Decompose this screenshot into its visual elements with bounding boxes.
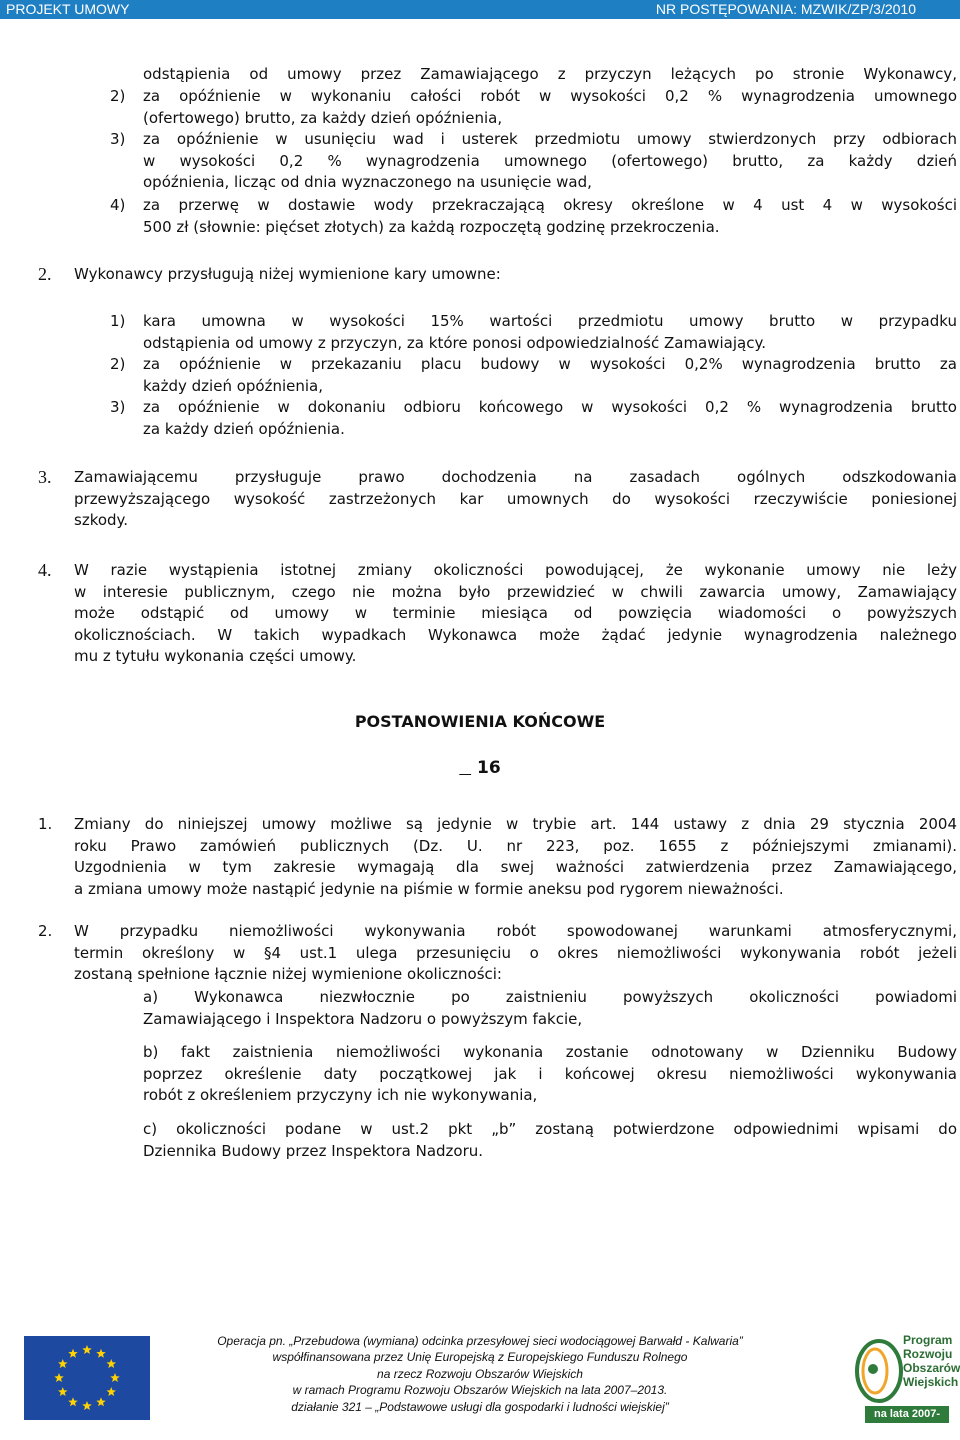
eu-flag-icon <box>24 1336 150 1420</box>
list-item <box>143 195 957 238</box>
item-number: 2) <box>110 87 126 105</box>
list-item <box>143 311 957 354</box>
list-item <box>143 354 957 397</box>
sub-item-b <box>143 1042 957 1107</box>
section-heading: POSTANOWIENIA KOŃCOWE <box>354 712 606 731</box>
section-text <box>74 264 954 286</box>
text-line: Zmiany do niniejszej umowy możliwe są jedynie w trybie art. 144 ustawy z dnia 29 stycznia 2004 <box>74 815 957 833</box>
text-line: za każdy dzień opóźnienia. <box>143 419 345 438</box>
footer-funding-note <box>175 1333 785 1415</box>
item-number: 2) <box>110 355 126 373</box>
text-line: 500 zł (słownie: pięćset złotych) za każdą rozpoczętą godzinę przekroczenia. <box>143 217 720 236</box>
section-number: 4. <box>38 560 52 580</box>
logo-word: Rozwoju <box>903 1347 953 1361</box>
section-number: 3. <box>38 467 52 487</box>
text-line: odstąpienia od umowy z przyczyn, za które ponosi odpowiedzialność Zamawiający. <box>143 333 766 352</box>
text-line: za opóźnienie w przekazaniu placu budowy w wysokości 0,2% wynagrodzenia brutto za <box>143 355 957 373</box>
footer-line: na rzecz Rozwoju Obszarów Wiejskich <box>377 1366 583 1381</box>
section-number: 2. <box>38 264 52 284</box>
text-line: W przypadku niemożliwości wykonywania robót spowodowanej warunkami atmosferycznymi, <box>74 922 957 940</box>
list-item <box>143 129 957 194</box>
text-line: a) Wykonawca niezwłocznie po zaistnieniu powyższych okoliczności powiadomi <box>143 988 957 1006</box>
text-line: poprzez określenie daty początkowej jak i końcowej okresu niemożliwości wykonywania <box>143 1064 957 1083</box>
text-line: W razie wystąpienia istotnej zmiany okoliczności powodującej, że wykonanie umowy nie leży <box>74 561 957 579</box>
text-line: za opóźnienie w dokonaniu odbioru końcowego w wysokości 0,2 % wynagrodzenia brutto <box>143 398 957 416</box>
text-line: robót z określeniem przyczyny ich nie wykonywania, <box>143 1086 538 1104</box>
text-line: roku Prawo zamówień publicznych (Dz. U. nr 223, poz. 1655 z późniejszymi zmianami). <box>74 836 957 855</box>
item-number: 3) <box>110 398 126 416</box>
text-line: kara umowna w wysokości 15% wartości przedmiotu umowy brutto w przypadku <box>143 312 957 330</box>
text-line: za opóźnienie w usunięciu wad i usterek przedmiotu umowy stwierdzonych przy odbiorach <box>143 130 957 148</box>
text-line: mu z tytułu wykonania części umowy. <box>74 647 357 665</box>
text-line: w interesie publicznym, czego nie można było przewidzieć w chwili zawarcia umowy, Zamawiający <box>74 582 957 601</box>
footer-line: działanie 321 – „Podstawowe usługi dla gospodarki i ludności wiejskiej” <box>291 1399 669 1414</box>
text-line: a zmiana umowy może nastąpić jedynie na piśmie w formie aneksu pod rygorem nieważności. <box>74 879 784 898</box>
footer-line: w ramach Programu Rozwoju Obszarów Wiejskich na lata 2007–2013. <box>292 1383 668 1398</box>
header-case-number: NR POSTĘPOWANIA: MZWIK/ZP/3/2010 <box>655 1 916 17</box>
text-line: za opóźnienie w wykonaniu całości robót w wysokości 0,2 % wynagrodzenia umownego <box>143 87 957 105</box>
text-line: zostaną spełnione łącznie niżej wymienione okoliczności: <box>74 965 502 983</box>
section-text <box>74 921 957 986</box>
text-line: okolicznościach. W takich wypadkach Wykonawca może żądać jedynie wynagrodzenia należnego <box>74 625 957 644</box>
text-line: Dziennika Budowy przez Inspektora Nadzoru. <box>143 1141 484 1160</box>
list-item <box>143 64 957 86</box>
text-line: Wykonawcy przysługują niżej wymienione kary umowne: <box>74 265 501 283</box>
text-line: termin określony w §4 ust.1 ulega przesunięciu o okres niemożliwości wykonywania robót jeżeli <box>74 943 957 962</box>
text-line: za przerwę w dostawie wody przekraczającą okresy określone w 4 ust 4 w wysokości <box>143 196 957 214</box>
text-line: Zamawiającemu przysługuje prawo dochodzenia na zasadach ogólnych odszkodowania <box>74 468 957 486</box>
header-project: PROJEKT UMOWY <box>6 1 130 17</box>
text-line: c) okoliczności podane w ust.2 pkt „b” zostaną potwierdzone odpowiednimi wpisami do <box>143 1120 957 1138</box>
list-item <box>143 397 957 440</box>
paragraph-sign <box>459 758 471 778</box>
sub-item-c <box>143 1119 957 1162</box>
section-text <box>74 560 957 668</box>
text-line: (ofertowego) brutto, za każdy dzień opóźnienia, <box>143 108 503 127</box>
text-line: może odstąpić od umowy w terminie miesiąca od powzięcia wiadomości o powyższych <box>74 604 957 622</box>
prow-logo-years: na lata 2007-2013 <box>865 1406 949 1423</box>
section-number: 1. <box>38 815 53 833</box>
footer-line: współfinansowana przez Unię Europejską z Europejskiego Funduszu Rolnego <box>272 1350 688 1365</box>
list-item <box>143 86 957 129</box>
text-line: każdy dzień opóźnienia, <box>143 376 324 395</box>
text-line: Uzgodnienia w tym zakresie wymagają dla swej ważności zatwierdzenia przez Zamawiającego, <box>74 858 957 876</box>
text-line: b) fakt zaistnienia niemożliwości wykonania zostanie odnotowany w Dzienniku Budowy <box>143 1043 957 1061</box>
paragraph-number <box>0 758 960 780</box>
logo-word: Obszarów <box>903 1361 960 1375</box>
text-line: przewyższającego wysokość zastrzeżonych kar umownych do wysokości rzeczywiście poniesionej <box>74 489 957 508</box>
item-number: 4) <box>110 196 126 214</box>
section-number: 2. <box>38 922 53 940</box>
prow-logo-text <box>903 1333 960 1389</box>
item-number: 3) <box>110 130 126 148</box>
paragraph-number-text: 16 <box>471 758 501 778</box>
text-line: opóźnienia, licząc od dnia wyznaczonego na usunięcie wad, <box>143 173 592 191</box>
section-text <box>74 814 957 900</box>
section-text <box>74 467 957 532</box>
footer-line: Operacja pn. „Przebudowa (wymiana) odcinka przesyłowej sieci wodociągowej Barwałd - Kalwaria” <box>217 1334 743 1348</box>
document-header <box>0 0 960 19</box>
logo-word: Program <box>903 1333 953 1347</box>
logo-word: Wiejskich <box>903 1375 959 1389</box>
text-line: szkody. <box>74 511 129 529</box>
sub-item-a <box>143 987 957 1030</box>
text-line: Zamawiającego i Inspektora Nadzoru o powyższym fakcie, <box>143 1009 583 1028</box>
item-number: 1) <box>110 312 126 330</box>
text-line: odstąpienia od umowy przez Zamawiającego z przyczyn leżących po stronie Wykonawcy, <box>143 65 957 83</box>
text-line: w wysokości 0,2 % wynagrodzenia umownego (ofertowego) brutto, za każdy dzień <box>143 151 957 170</box>
